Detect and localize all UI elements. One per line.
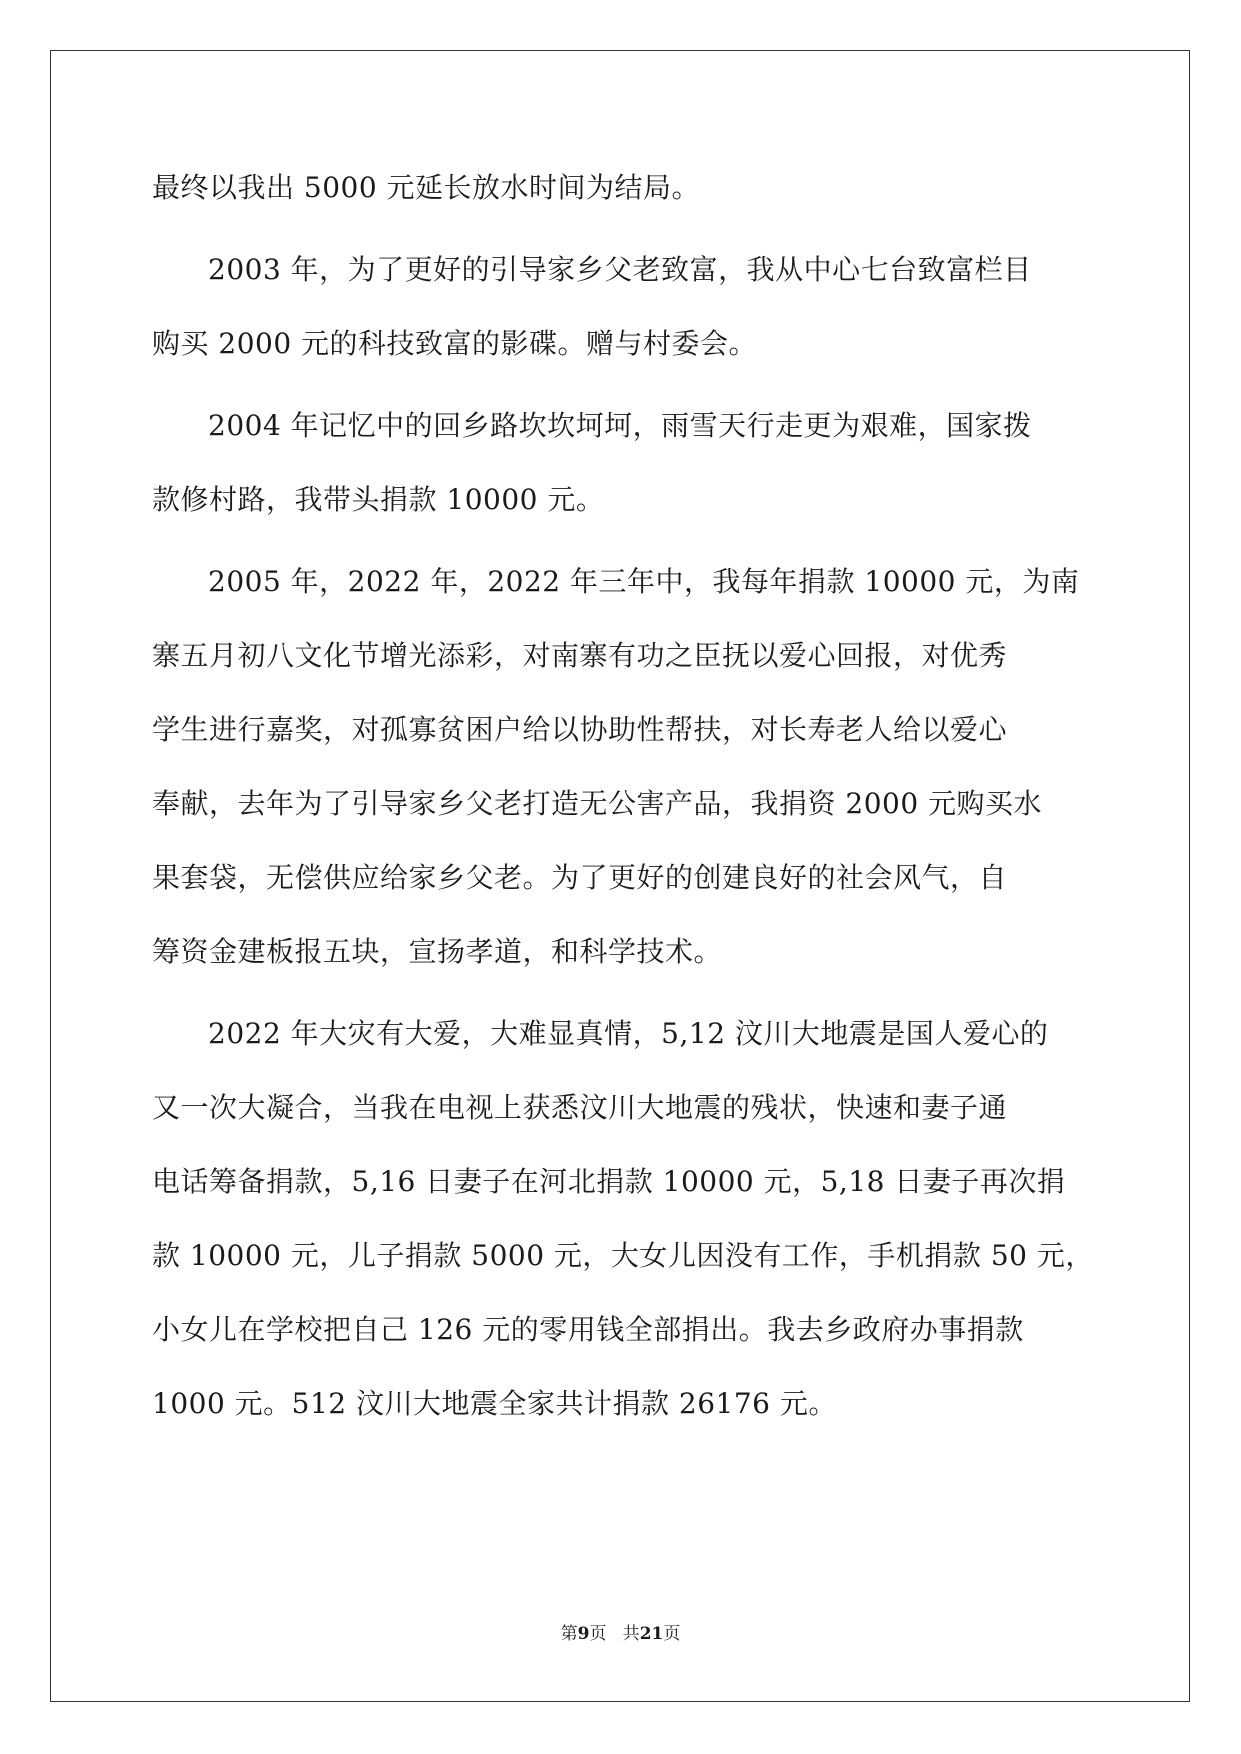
text-line: 学生进行嘉奖，对孤寡贫困户给以协助性帮扶，对长寿老人给以爱心 bbox=[152, 713, 1008, 746]
text-line: 最终以我出 5000 元延长放水时间为结局。 bbox=[152, 171, 701, 204]
text-line: 奉献，去年为了引导家乡父老打造无公害产品，我捐资 2000 元购买水 bbox=[152, 787, 1043, 820]
footer-prefix: 第 bbox=[560, 1624, 578, 1644]
paragraph-first-line: 2003 年，为了更好的引导家乡父老致富，我从中心七台致富栏目 bbox=[208, 253, 1032, 286]
footer-suffix: 页 bbox=[663, 1624, 681, 1644]
paragraph-first-line: 2004 年记忆中的回乡路坎坎坷坷，雨雪天行走更为艰难，国家拨 bbox=[208, 409, 1032, 442]
current-page-number: 9 bbox=[577, 1624, 590, 1644]
paragraph-first-line: 2022 年大灾有大爱，大难显真情，5,12 汶川大地震是国人爱心的 bbox=[208, 1017, 1049, 1050]
text-line: 购买 2000 元的科技致富的影碟。赠与村委会。 bbox=[152, 327, 758, 360]
paragraph-first-line: 2005 年，2022 年，2022 年三年中，我每年捐款 10000 元，为南 bbox=[208, 565, 1080, 598]
text-line: 寨五月初八文化节增光添彩，对南寨有功之臣抚以爱心回报，对优秀 bbox=[152, 639, 1008, 672]
text-line: 1000 元。512 汶川大地震全家共计捐款 26176 元。 bbox=[152, 1387, 837, 1420]
page-footer bbox=[0, 1622, 1241, 1646]
text-line: 果套袋，无偿供应给家乡父老。为了更好的创建良好的社会风气，自 bbox=[152, 861, 1008, 894]
text-line: 款修村路，我带头捐款 10000 元。 bbox=[152, 483, 605, 516]
text-line: 又一次大凝合，当我在电视上获悉汶川大地震的残状，快速和妻子通 bbox=[152, 1091, 1008, 1124]
text-line: 电话筹备捐款，5,16 日妻子在河北捐款 10000 元，5,18 日妻子再次捐 bbox=[152, 1165, 1066, 1198]
text-line: 小女儿在学校把自己 126 元的零用钱全部捐出。我去乡政府办事捐款 bbox=[152, 1313, 1024, 1346]
footer-middle: 页 共 bbox=[589, 1624, 640, 1644]
total-page-number: 21 bbox=[639, 1624, 664, 1644]
text-line: 款 10000 元，儿子捐款 5000 元，大女儿因没有工作，手机捐款 50 元， bbox=[152, 1239, 1094, 1272]
document-body bbox=[152, 168, 1092, 1424]
text-line: 筹资金建板报五块，宣扬孝道，和科学技术。 bbox=[152, 935, 723, 968]
